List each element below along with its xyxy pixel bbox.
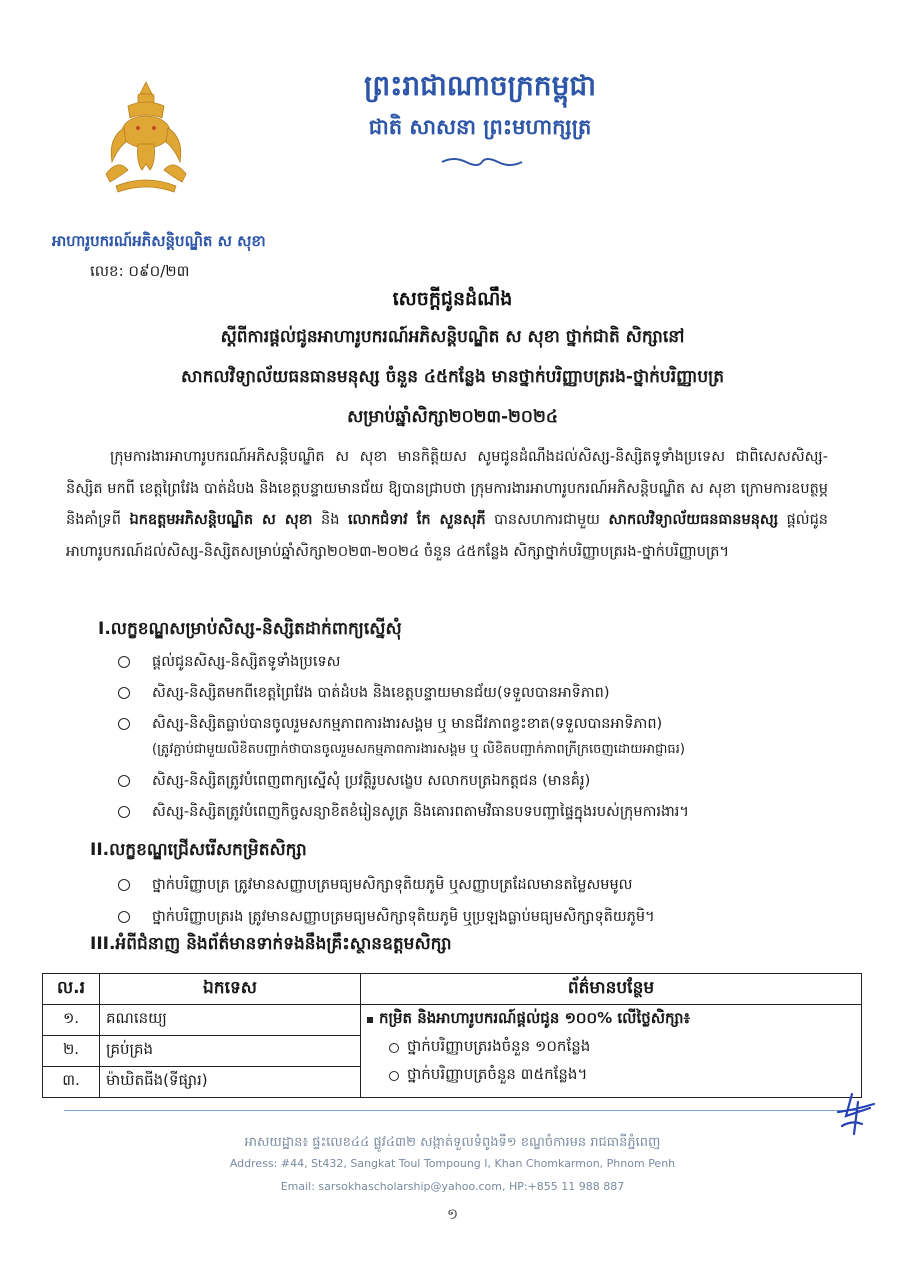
circle-bullet-icon (389, 1043, 399, 1053)
section-2-heading: II.លក្ខខណ្ឌជ្រើសរើសកម្រិតសិក្សា (90, 840, 307, 860)
cosponsor-name: លោកជំទាវ កែ សួនសុភី (347, 512, 486, 528)
reference-number: លេខ: ០៩០/២៣ (90, 262, 190, 280)
royal-emblem-icon (98, 78, 194, 196)
circle-bullet-icon (118, 656, 130, 668)
list-item: សិស្ស-និស្សិតមកពីខេត្តព្រៃវែង បាត់ដំបង និងខេត្តបន្ទាយមានជ័យ(ទទួលបានអាទិភាព) (118, 683, 838, 703)
circle-bullet-icon (389, 1071, 399, 1081)
row-major: គណនេយ្យ (100, 1005, 361, 1036)
university-name: សាកលវិទ្យាល័យធនធានមនុស្ស (608, 512, 779, 528)
square-bullet-icon (367, 1017, 373, 1023)
column-header-number: ល.រ (43, 974, 100, 1005)
column-header-major: ឯកទេស (100, 974, 361, 1005)
table-header-row (43, 974, 862, 1005)
list-item: ថ្នាក់បរិញ្ញាបត្រ ត្រូវមានសញ្ញាបត្រមធ្យមសិក្សាទុតិយភូមិ ឬសញ្ញាបត្រដែលមានតម្លៃសមមូល (118, 875, 838, 895)
circle-bullet-icon (118, 879, 130, 891)
section-1-heading: I.លក្ខខណ្ឌសម្រាប់សិស្ស-និស្សិតដាក់ពាក្យស្នើសុំ (98, 619, 402, 639)
page-number: ១ (446, 1205, 459, 1223)
list-item-note: (ត្រូវភ្ជាប់ជាមួយលិខិតបញ្ជាក់ថាបានចូលរួមសកម្មភាពការងារសង្គម ឬ លិខិតបញ្ជាក់ភាពក្រីក្រចេញដោយអាជ្ញាធរ) (152, 742, 685, 757)
column-header-info: ព័ត៌មានបន្ថែម (361, 974, 862, 1005)
sponsor-name: ឯកឧត្តមអភិសន្តិបណ្ឌិត ស សុខា (129, 512, 313, 528)
info-bachelor-seats: ថ្នាក់បរិញ្ញាបត្រចំនួន ៣៥កន្លែង។ (407, 1065, 588, 1083)
kingdom-title: ព្រះរាជាណាចក្រកម្ពុជា (363, 69, 596, 102)
list-item: សិស្ស-និស្សិតត្រូវបំពេញពាក្យស្នើសុំ ប្រវត្តិរូបសង្ខេប សលាកបត្រឯកត្តជន (មានគំរូ) (118, 771, 838, 791)
row-major: ម៉ាឃិតធីង(ទីផ្សារ) (100, 1067, 361, 1098)
footer-divider (64, 1110, 864, 1111)
national-motto: ជាតិ សាសនា ព្រះមហាក្សត្រ (368, 114, 592, 139)
circle-bullet-icon (118, 687, 130, 699)
table-row (43, 1005, 862, 1036)
majors-table (42, 973, 862, 1098)
footer-address-english: Address: #44, St432, Sangkat Toul Tompoung I, Khan Chomkarmon, Phnom Penh (229, 1157, 676, 1170)
circle-bullet-icon (118, 911, 130, 923)
intro-paragraph: ក្រុមការងារអាហារូបករណ៍អភិសន្តិបណ្ឌិត ស សុខា មានកិត្តិយស សូមជូនដំណឹងដល់សិស្ស-និស្សិតទូទាំងប្រទេស ជាពិសេសសិស្ស-និស្សិត មកពី ខេត្តព្រៃវែង បាត់ដំបង និងខេត្តបន្ទាយមានជ័យ ឱ្យបានជ្រាបថា ក្រុមការងារអាហារូបករណ៍អភិសន្តិបណ្ឌិត ស សុខា ក្រោមការឧបត្ថម្ភ និងគាំទ្រពី ឯកឧត្តមអភិសន្តិបណ្ឌិត ស សុខា និង លោកជំទាវ កែ សួនសុភី បានសហការជាមួយ សាកលវិទ្យាល័យធនធានមនុស្ស ផ្តល់ជូនអាហារូបករណ៍ដល់សិស្ស-និស្សិតសម្រាប់ឆ្នាំសិក្សា២០២៣-២០២៤ ចំនួន ៤៥កន្លែង សិក្សាថ្នាក់បរិញ្ញាបត្ររង-ថ្នាក់បរិញ្ញាបត្រ។ (66, 449, 828, 560)
section-1-list (118, 652, 838, 833)
info-main-text: កម្រិត និងអាហារូបករណ៍ផ្តល់ជូន ១០០% លើថ្លៃសិក្សា៖ (379, 1009, 691, 1027)
notice-title: សេចក្តីជូនដំណឹង (392, 288, 513, 310)
ornament-divider-icon (440, 156, 524, 168)
circle-bullet-icon (118, 806, 130, 818)
row-major: គ្រប់គ្រង (100, 1036, 361, 1067)
list-item: ផ្តល់ជូនសិស្ស-និស្សិតទូទាំងប្រទេស (118, 652, 838, 672)
notice-subtitle-line-3: សម្រាប់ឆ្នាំសិក្សា២០២៣-២០២៤ (347, 407, 558, 427)
footer-address-khmer: អាសយដ្ឋាន៖ ផ្ទះលេខ៤៤ ផ្លូវ៤៣២ សង្កាត់ទួលទំពូងទី១ ខណ្ឌចំការមន រាជធានីភ្នំពេញ (244, 1135, 661, 1150)
notice-subtitle-line-2: សាកលវិទ្យាល័យធនធានមនុស្ស ចំនួន ៤៥កន្លែង មានថ្នាក់បរិញ្ញាបត្ររង-ថ្នាក់បរិញ្ញាបត្រ (180, 367, 725, 387)
row-number: ១. (43, 1005, 100, 1036)
footer-contact: Email: sarsokhascholarship@yahoo.com, HP:+855 11 988 887 (280, 1180, 625, 1193)
section-3-heading: III.អំពីជំនាញ និងព័ត៌មានទាក់ទងនឹងគ្រឹះស្ថានឧត្តមសិក្សា (90, 934, 452, 954)
notice-subtitle-line-1: ស្តីពីការផ្តល់ជូនអាហារូបករណ៍អភិសន្តិបណ្ឌិត ស សុខា ថ្នាក់ជាតិ សិក្សានៅ (220, 327, 685, 347)
circle-bullet-icon (118, 775, 130, 787)
list-item: សិស្ស-និស្សិតត្រូវបំពេញកិច្ចសន្យាខិតខំរៀនសូត្រ និងគោរពតាមវិធានបទបញ្ជាផ្ទៃក្នុងរបស់ក្រុមការងារ។ (118, 802, 838, 822)
organization-name: អាហារូបករណ៍អភិសន្តិបណ្ឌិត ស សុខា (52, 232, 266, 250)
handwritten-signature-icon (832, 1090, 878, 1138)
row-number: ៣. (43, 1067, 100, 1098)
row-number: ២. (43, 1036, 100, 1067)
list-item: ថ្នាក់បរិញ្ញាបត្ររង ត្រូវមានសញ្ញាបត្រមធ្យមសិក្សាទុតិយភូមិ ឬប្រឡងធ្លាប់មធ្យមសិក្សាទុតិយភូមិ។ (118, 907, 838, 927)
list-item: សិស្ស-និស្សិតធ្លាប់បានចូលរួមសកម្មភាពការងារសង្គម ឬ មានជីវភាពខ្វះខាត(ទទួលបានអាទិភាព) (ត្រូវភ្ជាប់ជាមួយលិខិតបញ្ជាក់ថាបានចូលរួមសកម្មភាពការងារសង្គម ឬ លិខិតបញ្ជាក់ភាពក្រីក្រចេញដោយអាជ្ញាធរ) (118, 714, 838, 760)
info-associate-seats: ថ្នាក់បរិញ្ញាបត្ររងចំនួន ១០កន្លែង (407, 1037, 591, 1055)
additional-info-cell (361, 1005, 862, 1098)
circle-bullet-icon (118, 718, 130, 730)
section-2-list (118, 875, 838, 939)
